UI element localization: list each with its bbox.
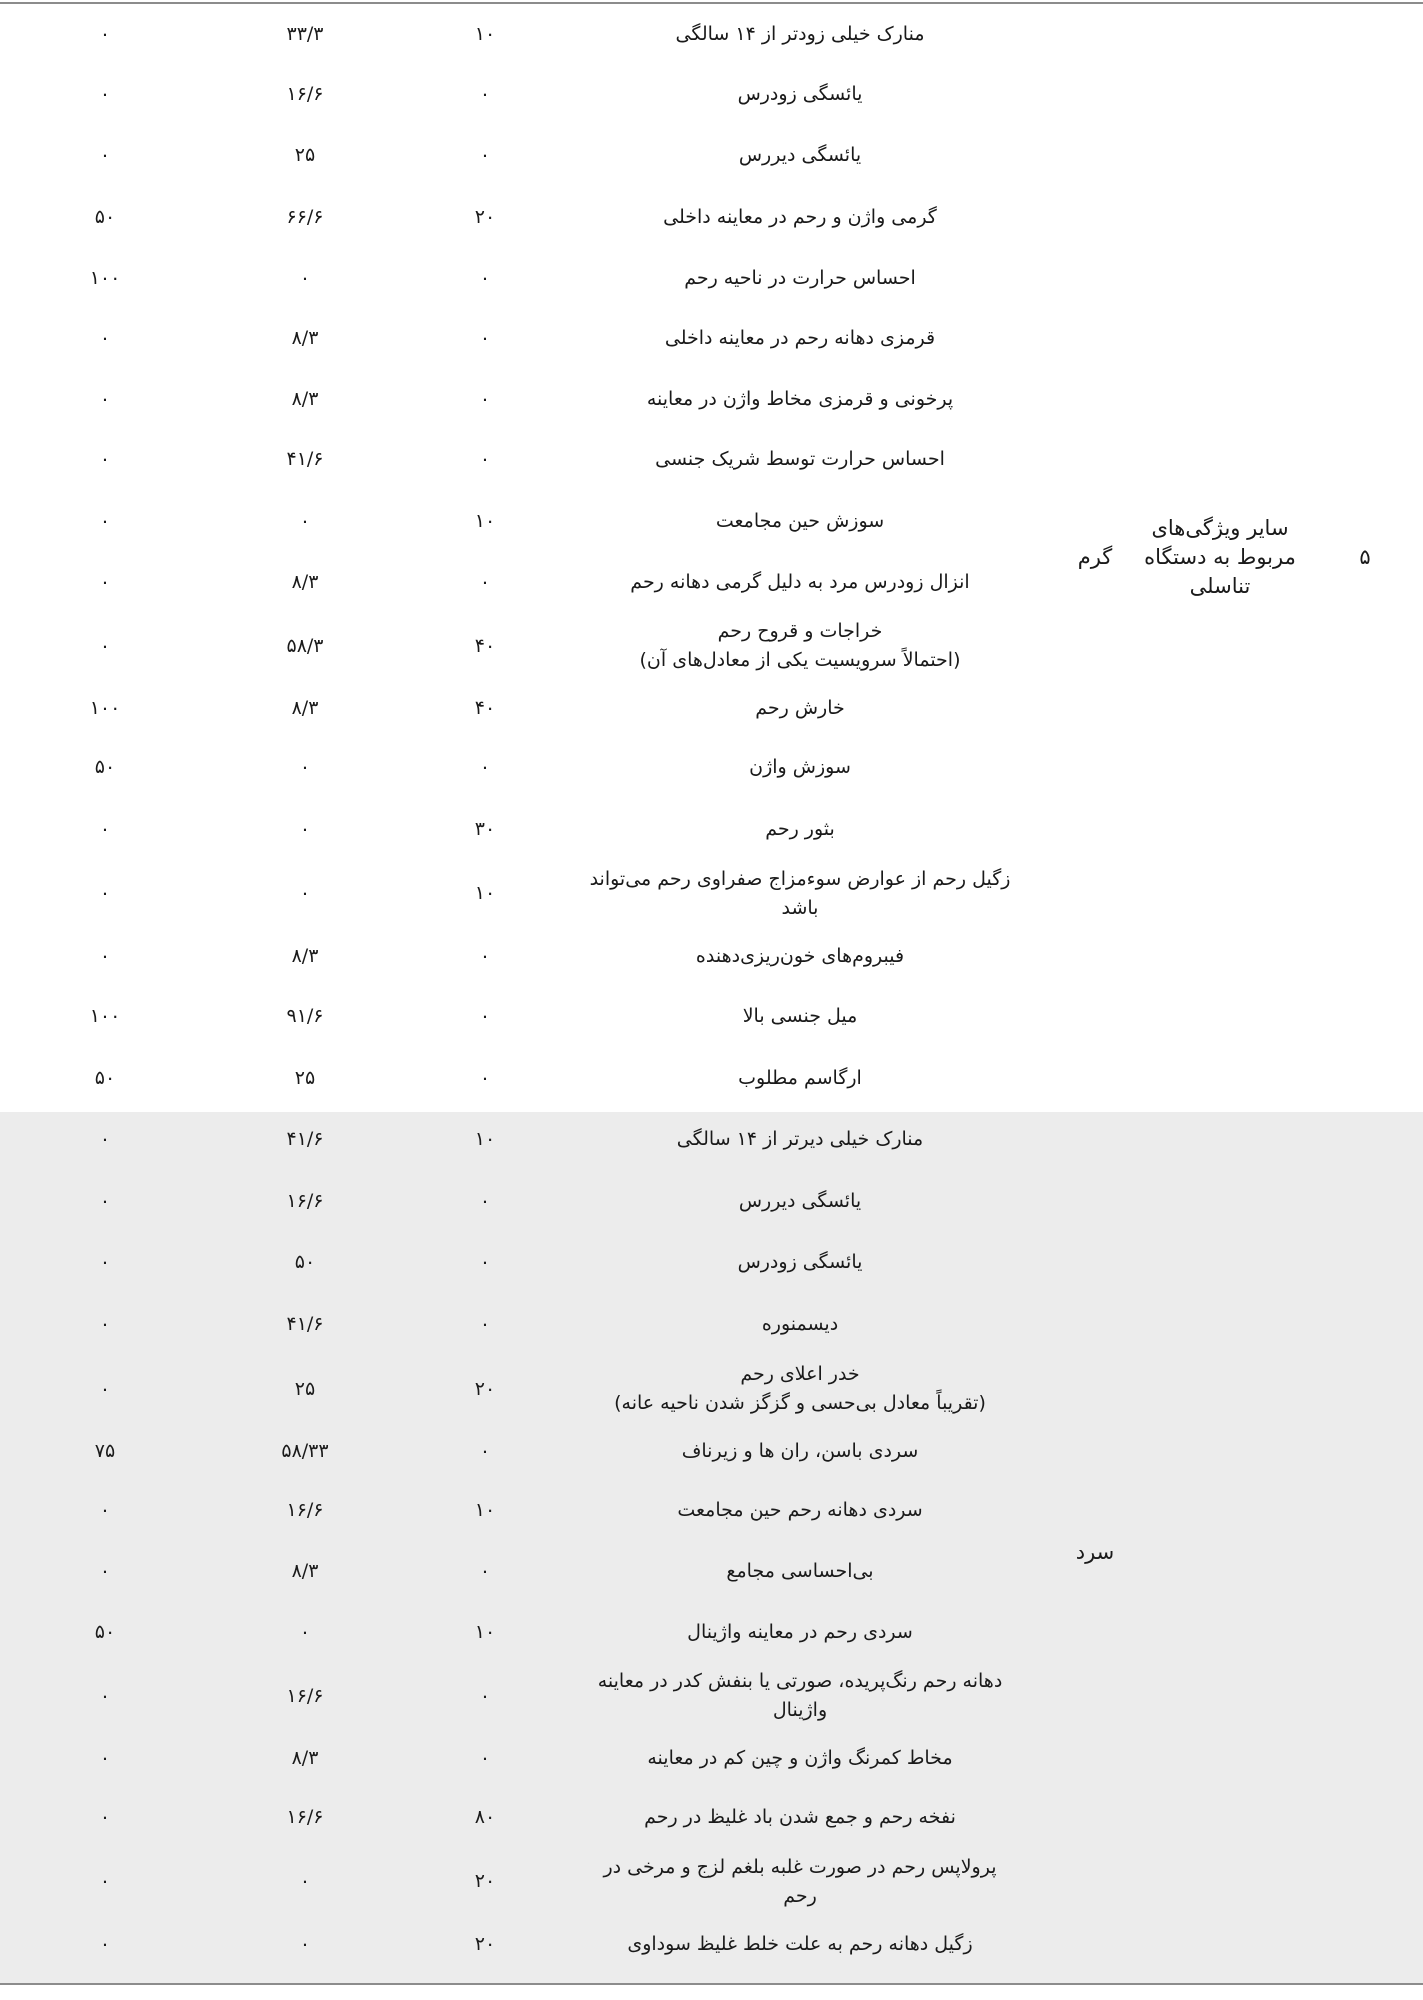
table-row — [0, 680, 1423, 736]
row-item-label: سردی باسن، ران ها و زیرناف — [681, 1439, 919, 1462]
row-value-b: ۹۱/۶ — [286, 1005, 324, 1027]
table-row — [0, 1232, 1423, 1293]
row-value-c: ۰ — [99, 1870, 111, 1892]
row-value-a: ۰ — [479, 755, 491, 778]
row-value-a: ۲۰ — [474, 1377, 496, 1400]
row-item-label: یائسگی زودرس — [737, 1251, 863, 1273]
row-value-b: ۰ — [299, 1870, 311, 1892]
row-item-label: فیبروم‌های خون‌ریزی‌دهنده — [695, 944, 905, 967]
row-item-label: خارش رحم — [755, 696, 845, 719]
table-row — [0, 926, 1423, 986]
row-value-c: ۷۵ — [94, 1439, 116, 1462]
row-value-b: ۵۸/۳ — [286, 634, 324, 657]
row-value-b: ۳۳/۳ — [286, 23, 324, 45]
row-value-c: ۰ — [99, 327, 111, 349]
row-value-b: ۱۶/۶ — [286, 1684, 324, 1707]
row-value-c: ۰ — [99, 1746, 111, 1769]
row-item-label: احساس حرارت توسط شریک جنسی — [655, 448, 945, 470]
row-value-b: ۱۶/۶ — [286, 1498, 324, 1521]
row-value-b: ۸/۳ — [291, 1560, 319, 1582]
table-row — [0, 986, 1423, 1047]
top-rule — [0, 2, 1423, 4]
table-row — [0, 1662, 1423, 1730]
row-value-a: ۱۰ — [474, 1620, 496, 1643]
row-value-c: ۰ — [99, 387, 111, 410]
row-value-a: ۰ — [479, 1189, 491, 1212]
row-item-label: پرخونی و قرمزی مخاط واژن در معاینه — [646, 387, 954, 410]
table-row — [0, 1541, 1423, 1602]
row-value-b: ۸/۳ — [291, 944, 319, 967]
row-value-c: ۰ — [99, 509, 111, 532]
row-value-b: ۲۵ — [294, 144, 316, 166]
row-value-b: ۸/۳ — [291, 1746, 319, 1769]
row-value-b: ۰ — [299, 509, 311, 532]
table-row — [0, 1848, 1423, 1915]
row-value-b: ۲۵ — [294, 1377, 316, 1400]
row-value-c: ۰ — [99, 1932, 111, 1955]
row-value-a: ۰ — [479, 327, 491, 349]
table-row — [0, 1423, 1423, 1479]
row-value-c: ۰ — [99, 882, 111, 904]
row-item-label: خراجات و قروح رحم (احتمالاً سرویسیت یکی از معادل‌های آن) — [639, 620, 961, 671]
table-row — [0, 64, 1423, 125]
row-value-a: ۱۰ — [474, 1498, 496, 1521]
row-item-label: قرمزی دهانه رحم در معاینه داخلی — [664, 327, 936, 349]
row-item-label: سوزش حین مجامعت — [715, 509, 885, 532]
row-value-a: ۱۰ — [474, 882, 496, 904]
row-value-b: ۸/۳ — [291, 570, 319, 593]
row-value-a: ۰ — [479, 1439, 491, 1462]
row-value-b: ۴۱/۶ — [286, 1128, 324, 1150]
row-item-label: بی‌احساسی مجامع — [726, 1560, 874, 1582]
row-value-c: ۰ — [99, 448, 111, 470]
row-value-a: ۳۰ — [474, 818, 496, 840]
row-value-a: ۰ — [479, 570, 491, 593]
row-value-c: ۰ — [99, 1312, 111, 1335]
table-row — [0, 125, 1423, 186]
row-value-c: ۰ — [99, 1251, 111, 1273]
table-row — [0, 186, 1423, 248]
group-number: ۵ — [1359, 544, 1371, 569]
table-row — [0, 1730, 1423, 1786]
row-value-a: ۲۰ — [474, 1870, 496, 1892]
row-value-a: ۰ — [479, 387, 491, 410]
row-item-label: میل جنسی بالا — [742, 1005, 858, 1027]
row-value-a: ۰ — [479, 1560, 491, 1582]
row-value-a: ۱۰ — [474, 23, 496, 45]
row-value-a: ۴۰ — [474, 696, 496, 719]
row-item-label: یائسگی دیررس — [738, 144, 862, 166]
row-value-a: ۰ — [479, 1312, 491, 1335]
table-row — [0, 1170, 1423, 1232]
row-value-b: ۸/۳ — [291, 696, 319, 719]
table-row — [0, 612, 1423, 680]
row-item-label: زگیل رحم از عوارض سوء‌مزاج صفراوی رحم می‌تواند باشد — [589, 867, 1011, 919]
table-row — [0, 248, 1423, 308]
row-value-b: ۶۶/۶ — [286, 205, 324, 228]
row-item-label: زگیل دهانه رحم به علت خلط غلیظ سوداوی — [627, 1932, 973, 1955]
table-row — [0, 308, 1423, 369]
row-value-b: ۱۶/۶ — [286, 83, 324, 105]
row-value-a: ۰ — [479, 1251, 491, 1273]
row-value-c: ۰ — [99, 1684, 111, 1707]
row-item-label: سردی رحم در معاینه واژینال — [687, 1620, 913, 1643]
row-value-a: ۰ — [479, 1684, 491, 1707]
row-value-c: ۱۰۰ — [89, 696, 121, 719]
row-item-label: دهانه رحم رنگ‌پریده، صورتی یا بنفش کدر در معاینه واژینال — [597, 1670, 1003, 1721]
table-row — [0, 736, 1423, 798]
table-row — [0, 798, 1423, 861]
row-item-label: دیسمنوره — [761, 1312, 839, 1335]
row-item-label: منارک خیلی دیرتر از ۱۴ سالگی — [676, 1128, 924, 1150]
row-value-a: ۰ — [479, 448, 491, 470]
row-value-c: ۰ — [99, 944, 111, 967]
row-value-a: ۲۰ — [474, 1932, 496, 1955]
row-value-b: ۵۸/۳۳ — [281, 1439, 329, 1462]
row-value-b: ۰ — [299, 882, 311, 904]
row-value-b: ۱۶/۶ — [286, 1805, 324, 1828]
table-row — [0, 1602, 1423, 1662]
row-value-a: ۰ — [479, 1066, 491, 1089]
row-value-c: ۵۰ — [94, 755, 116, 778]
row-value-b: ۸/۳ — [291, 327, 319, 349]
row-item-label: احساس حرارت در ناحیه رحم — [684, 266, 916, 289]
row-item-label: بثور رحم — [765, 818, 835, 840]
row-item-label: انزال زودرس مرد به دلیل گرمی دهانه رحم — [630, 570, 970, 593]
row-value-a: ۱۰ — [474, 509, 496, 532]
row-value-c: ۰ — [99, 1498, 111, 1521]
row-value-c: ۱۰۰ — [89, 1005, 121, 1027]
row-value-b: ۴۱/۶ — [286, 448, 324, 470]
row-item-label: سوزش واژن — [749, 755, 851, 778]
row-value-c: ۰ — [99, 1805, 111, 1828]
row-value-b: ۰ — [299, 1932, 311, 1955]
row-value-c: ۰ — [99, 83, 111, 105]
warm-label: گرم — [1077, 544, 1113, 569]
row-value-a: ۰ — [479, 944, 491, 967]
row-value-a: ۸۰ — [474, 1805, 496, 1828]
row-item-label: گرمی واژن و رحم در معاینه داخلی — [663, 205, 937, 228]
row-item-label: نفخه رحم و جمع شدن باد غلیظ در رحم — [644, 1805, 956, 1828]
row-item-label: خدر اعلای رحم (تقریباً معادل بی‌حسی و گزگز شدن ناحیه عانه) — [614, 1363, 986, 1414]
row-value-c: ۰ — [99, 144, 111, 166]
row-value-c: ۰ — [99, 1189, 111, 1212]
table-row — [0, 1047, 1423, 1109]
row-value-b: ۲۵ — [294, 1066, 316, 1089]
table-row — [0, 861, 1423, 926]
group-label: سایر ویژگی‌های مربوط به دستگاه تناسلی — [1144, 515, 1296, 598]
table-row — [0, 369, 1423, 429]
row-value-c: ۰ — [99, 23, 111, 45]
row-item-label: مخاط کمرنگ واژن و چین کم در معاینه — [647, 1746, 953, 1769]
row-item-label: سردی دهانه رحم حین مجامعت — [677, 1498, 923, 1521]
table-row — [0, 1293, 1423, 1355]
row-value-c: ۰ — [99, 570, 111, 593]
row-value-a: ۰ — [479, 1005, 491, 1027]
row-value-b: ۸/۳ — [291, 387, 319, 410]
table-row — [0, 1355, 1423, 1423]
row-value-c: ۰ — [99, 1560, 111, 1582]
row-value-c: ۱۰۰ — [89, 266, 121, 289]
row-value-a: ۰ — [479, 144, 491, 166]
row-value-b: ۵۰ — [294, 1251, 316, 1273]
row-value-b: ۱۶/۶ — [286, 1189, 324, 1212]
table-row — [0, 5, 1423, 64]
row-value-b: ۰ — [299, 266, 311, 289]
row-value-b: ۰ — [299, 818, 311, 840]
row-value-b: ۴۱/۶ — [286, 1312, 324, 1335]
row-value-a: ۰ — [479, 1746, 491, 1769]
row-value-c: ۵۰ — [94, 205, 116, 228]
row-item-label: ارگاسم مطلوب — [738, 1066, 862, 1089]
row-value-c: ۵۰ — [94, 1066, 116, 1089]
table-row — [0, 1109, 1423, 1170]
row-value-b: ۰ — [299, 1620, 311, 1643]
row-item-label: پرولاپس رحم در صورت غلبه بلغم لزج و مرخی در رحم — [603, 1855, 997, 1907]
row-item-label: منارک خیلی زودتر از ۱۴ سالگی — [675, 23, 925, 45]
row-value-a: ۲۰ — [474, 205, 496, 228]
row-value-c: ۰ — [99, 634, 111, 657]
row-value-a: ۰ — [479, 266, 491, 289]
row-value-a: ۰ — [479, 83, 491, 105]
table-row — [0, 429, 1423, 490]
table-row — [0, 1915, 1423, 1973]
row-value-c: ۰ — [99, 1128, 111, 1150]
row-value-a: ۱۰ — [474, 1128, 496, 1150]
row-value-a: ۴۰ — [474, 634, 496, 657]
row-item-label: یائسگی دیررس — [738, 1189, 862, 1212]
table-row — [0, 1479, 1423, 1541]
bottom-rule — [0, 1983, 1423, 1985]
row-item-label: یائسگی زودرس — [737, 83, 863, 105]
row-value-c: ۵۰ — [94, 1620, 116, 1643]
table-row — [0, 1786, 1423, 1848]
cold-label: سرد — [1075, 1539, 1115, 1564]
row-value-b: ۰ — [299, 755, 311, 778]
row-value-c: ۰ — [99, 1377, 111, 1400]
row-value-c: ۰ — [99, 818, 111, 840]
